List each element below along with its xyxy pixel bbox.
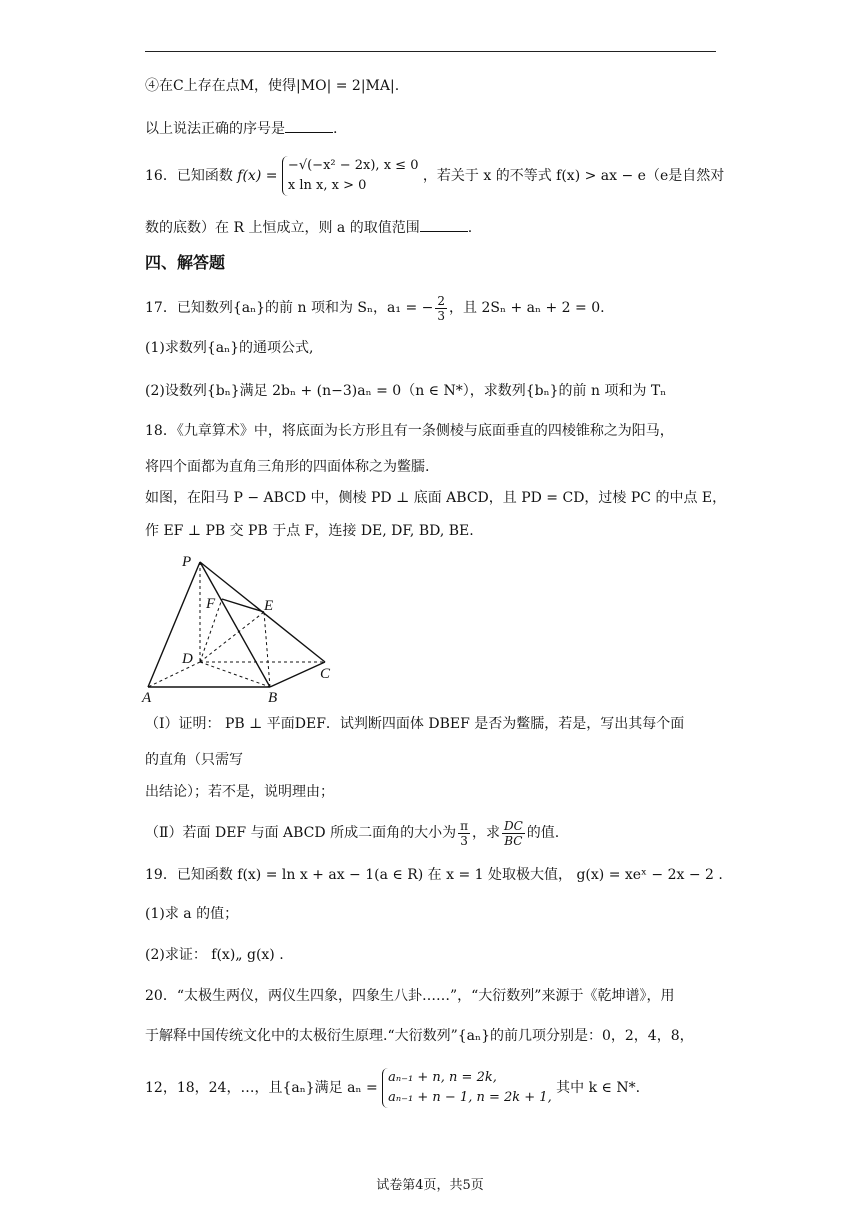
q16-line2: 数的底数）在 R 上恒成立，则 a 的取值范围 .: [145, 217, 472, 238]
label-E: E: [264, 598, 274, 614]
fraction: $\frac{2}{3}$: [437, 293, 446, 323]
q18-part1-line2: 的直角（只需写: [145, 752, 243, 768]
q18-part1-line3: 出结论）；若不是，说明理由；: [145, 784, 334, 800]
label-P: P: [182, 554, 192, 570]
label-C: C: [320, 666, 331, 682]
answer-blank: [285, 118, 333, 133]
q17-part2: (2)设数列{bₙ}满足 2bₙ + (n−3)aₙ = 0（n ∈ N*），求数列{bₙ}的前 n 项和为 Tₙ: [145, 383, 667, 399]
label-D: D: [182, 651, 193, 667]
q17-part1: (1)求数列{aₙ}的通项公式,: [145, 340, 314, 356]
piecewise-cases: −√(−x² − 2x), x ≤ 0 x ln x, x > 0: [282, 156, 419, 196]
q15-prompt: 以上说法正确的序号是: [145, 121, 285, 137]
edge-FE: [222, 599, 264, 612]
q19-part1: (1)求 a 的值；: [145, 906, 239, 922]
q15-answer-line: 以上说法正确的序号是 .: [145, 118, 337, 139]
edge-BE: [264, 612, 270, 687]
q20-line1: 20．“太极生两仪，两仪生四象，四象生八卦……”，“大衍数列”来源于《乾坤谱》，用: [145, 988, 675, 1004]
q18-part1-line1: （Ⅰ）证明： PB ⊥ 平面DEF．试判断四面体 DBEF 是否为鳖臑，若是，写出其每个面: [145, 716, 685, 732]
q18-line3: 如图，在阳马 P − ABCD 中，侧棱 PD ⊥ 底面 ABCD，且 PD = CD，过棱 PC 的中点 E，: [145, 490, 727, 506]
q20-line2: 于解释中国传统文化中的太极衍生原理.“大衍数列”{aₙ}的前几项分别是：0，2，4，8，: [145, 1028, 694, 1044]
answer-blank: [420, 217, 468, 232]
q15-item-4: ④在C上存在点M，使得|MO| = 2|MA|.: [145, 78, 400, 94]
label-B: B: [268, 690, 278, 704]
fraction-dc-bc: $\frac{DC}{BC}$: [503, 818, 523, 848]
page-footer: 试卷第4页，共5页: [376, 1178, 484, 1193]
label-F: F: [206, 596, 216, 612]
q17-stem: 17．已知数列{aₙ}的前 n 项和为 Sₙ，a₁ = − $\frac{2}{3}$ ，且 2Sₙ + aₙ + 2 = 0.: [145, 293, 605, 323]
label-A: A: [142, 690, 152, 704]
header-rule: [145, 51, 716, 52]
q16-stem: 16．已知函数 f(x) = −√(−x² − 2x), x ≤ 0 x ln x, x > 0 ，若关于 x 的不等式 f(x) > ax − e（e是自然对: [145, 156, 724, 196]
edge-BC: [270, 662, 325, 687]
q19-stem: 19．已知函数 f(x) = ln x + ax − 1(a ∈ R) 在 x = 1 处取极大值， g(x) = xeˣ − 2x − 2 .: [145, 867, 723, 883]
fraction-pi-3: $\frac{\pi}{3}$: [460, 818, 468, 848]
edge-DB: [200, 662, 270, 687]
function-name: f(x) =: [237, 168, 278, 184]
q18-part2: （Ⅱ）若面 DEF 与面 ABCD 所成二面角的大小为 $\frac{\pi}{3}$ ，求 $\frac{DC}{BC}$ 的值.: [145, 818, 560, 848]
q18-line4: 作 EF ⊥ PB 交 PB 于点 F，连接 DE, DF, BD, BE.: [145, 523, 474, 539]
edge-PB: [200, 562, 270, 687]
pyramid-figure: [140, 552, 340, 704]
q18-line2: 将四个面都为直角三角形的四面体称之为鳖臑.: [145, 459, 430, 475]
q19-part2: (2)求证： f(x)„ g(x) .: [145, 947, 284, 963]
q18-line1: 18．《九章算术》中，将底面为长方形且有一条侧棱与底面垂直的四棱锥称之为阳马，: [145, 423, 674, 439]
section-heading: 四、解答题: [145, 253, 226, 272]
q20-line3: 12，18，24，…，且{aₙ}满足 aₙ = aₙ₋₁ + n, n = 2k, aₙ₋₁ + n − 1, n = 2k + 1, 其中 k ∈ N*.: [145, 1066, 640, 1110]
recurrence-cases: aₙ₋₁ + n, n = 2k, aₙ₋₁ + n − 1, n = 2k + 1,: [382, 1068, 552, 1108]
edge-PA: [148, 562, 200, 687]
